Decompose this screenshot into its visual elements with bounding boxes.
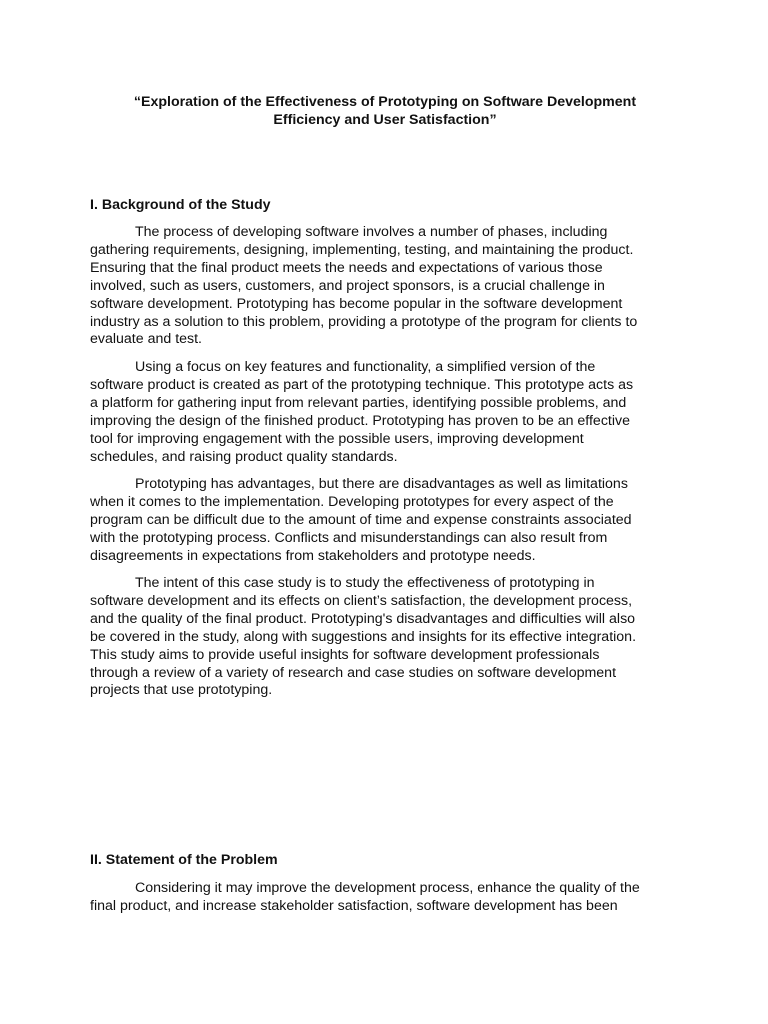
document-title (90, 94, 680, 129)
paragraph-line: Ensuring that the final product meets the needs and expectations of various those (90, 259, 603, 276)
section-1-paragraph-4 (90, 575, 680, 700)
paragraph-line: Considering it may improve the development process, enhance the quality of the (135, 880, 640, 896)
paragraph-line: software product is created as part of the prototyping technique. This prototype acts as (90, 376, 634, 393)
paragraph-line: The intent of this case study is to study the effectiveness of prototyping in (135, 575, 595, 591)
paragraph-line: This study aims to provide useful insights for software development professionals (90, 646, 600, 663)
section-2-paragraph-1 (90, 880, 680, 916)
paragraph-line: program can be difficult due to the amount of time and expense constraints associated (90, 511, 632, 528)
paragraph-line: software development. Prototyping has become popular in the software development (90, 295, 623, 312)
paragraph-line: projects that use prototyping. (90, 682, 273, 699)
section-1-paragraph-3 (90, 476, 680, 566)
paragraph-line: tool for improving engagement with the possible users, improving development (90, 430, 584, 447)
paragraph-line: a platform for gathering input from relevant parties, identifying possible problems, and (90, 394, 627, 411)
title-line-1: “Exploration of the Effectiveness of Prototyping on Software Development (133, 94, 637, 110)
paragraph-line: Prototyping has advantages, but there are disadvantages as well as limitations (135, 476, 628, 492)
paragraph-line: be covered in the study, along with suggestions and insights for its effective integration. (90, 628, 637, 645)
paragraph-line: and the quality of the final product. Prototyping's disadvantages and difficulties will also (90, 610, 636, 627)
section-2-heading: II. Statement of the Problem (90, 852, 278, 868)
section-1-paragraph-1 (90, 224, 680, 349)
title-line-2: Efficiency and User Satisfaction” (273, 111, 497, 128)
section-1-paragraph-2 (90, 359, 680, 466)
paragraph-line: evaluate and test. (90, 331, 203, 348)
paragraph-line: schedules, and raising product quality standards. (90, 448, 398, 465)
paragraph-line: when it comes to the implementation. Developing prototypes for every aspect of the (90, 493, 614, 510)
paragraph-line: disagreements in expectations from stakeholders and prototype needs. (90, 547, 536, 564)
paragraph-line: Using a focus on key features and functionality, a simplified version of the (135, 359, 596, 375)
section-1-heading: I. Background of the Study (90, 197, 271, 213)
paragraph-line: improving the design of the finished product. Prototyping has proven to be an effective (90, 412, 630, 429)
paragraph-line: with the prototyping process. Conflicts and misunderstandings can also result from (90, 529, 608, 546)
paragraph-line: final product, and increase stakeholder satisfaction, software development has been (90, 897, 618, 914)
paragraph-line: gathering requirements, designing, implementing, testing, and maintaining the product. (90, 241, 634, 258)
paragraph-line: The process of developing software involves a number of phases, including (135, 224, 608, 240)
paragraph-line: involved, such as users, customers, and project sponsors, is a crucial challenge in (90, 277, 605, 294)
paragraph-line: industry as a solution to this problem, providing a prototype of the program for clients to (90, 313, 638, 330)
paragraph-line: through a review of a variety of research and case studies on software development (90, 664, 617, 681)
paragraph-line: software development and its effects on client’s satisfaction, the development process, (90, 592, 633, 609)
